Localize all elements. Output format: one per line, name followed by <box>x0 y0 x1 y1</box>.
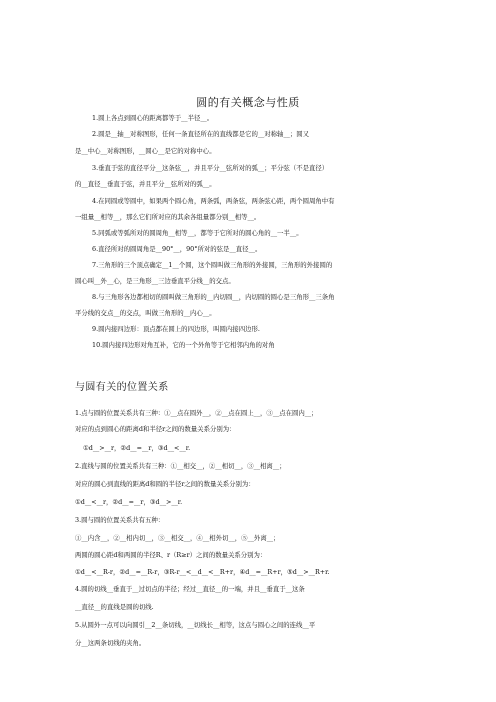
text-line: 4.在同圆或等圆中，如果两个圆心角，两条弧，两条弦，两条弦心距，两个圆周角中有 <box>92 197 335 205</box>
text-line: 8.与三角形各边都相切的圆叫做三角形的__内切圆__，内切圆的圆心是三角形__三条角 <box>92 293 335 301</box>
text-line: 对应的点到圆心的距离d和半径r之间的数量关系分别为： <box>75 425 236 433</box>
text-line: 10.圆内接四边形对角互补，它的一个外角等于它相邻内角的对角 <box>92 341 275 349</box>
text-line: 5.从圆外一点可以向圆引__2__条切线，__切线长__相等，这点与圆心之间的连线__平 <box>75 621 316 629</box>
text-line: 9.圆内接四边形：顶点都在圆上的四边形，叫圆内接四边形. <box>92 325 260 333</box>
text-line: 两圆的圆心距d和两圆的半径R、r（R≥r）之间的数量关系分别为： <box>75 551 267 559</box>
text-line: 对应的圆心到直线的距离d和圆的半径r之间的数量关系分别为： <box>75 480 255 488</box>
text-line: 7.三角形的三个顶点确定__1__个圆，这个圆叫做三角形的外接圆，三角形的外接圆的 <box>92 261 333 269</box>
text-line: 平分线的交点__的交点，叫做三角形的__内心__。 <box>75 309 216 317</box>
text-line: 6.直径所对的圆周角是__90°__，90°所对的弦是__直径__。 <box>92 245 262 253</box>
text-line: 一组量__相等__，那么它们所对应的其余各组量都分别__相等__。 <box>75 213 261 221</box>
text-line: ①d__<__r，②d__=__r，③d__>__r. <box>75 498 183 506</box>
text-line: __直径__的直线是圆的切线. <box>75 603 154 611</box>
text-line: ①__内含__，②__相内切__，③__相交__，④__相外切__，⑤__外离__； <box>75 534 280 542</box>
text-line: 3.圆与圆的位置关系共有五种： <box>75 516 165 524</box>
text-line: 1.点与圆的位置关系共有三种：①__点在圆外__，②__点在圆上__，③__点在圆内__； <box>75 409 318 417</box>
text-line: 2.直线与圆的位置关系共有三种：①__相交__，②__相切__，③__相离__； <box>75 462 286 470</box>
text-line: 圆心叫__外__心，是三角形__三边垂直平分线__的交点。 <box>75 277 235 285</box>
section-title: 与圆有关的位置关系 <box>75 382 169 393</box>
text-line: 分__这两条切线的夹角。 <box>75 639 146 647</box>
text-line: 3.垂直于弦的直径平分__这条弦__，并且平分__弦所对的弧__；平分弦（不是直径） <box>92 164 329 172</box>
text-line: 4.圆的切线__垂直于__过切点的半径；经过__直径__的一端，并且__垂直于__这条 <box>75 585 305 593</box>
text-line: 的__直径__垂直于弦，并且平分__弦所对的弧__。 <box>75 180 216 188</box>
text-line: ①d__>__r，②d__=__r，③d__<__r. <box>83 444 191 452</box>
text-line: ①d__<__R-r，②d__=__R-r，③R-r__<__d__<__R+r，④d__=__R+r，⑤d__>__R+r. <box>75 568 330 576</box>
text-line: 是__中心__对称图形，__圆心__是它的对称中心。 <box>75 147 216 155</box>
text-line: 2.圆是__轴__对称图形，任何一条直径所在的直线都是它的__对称轴__；圆又 <box>92 130 309 138</box>
text-line: 1.圆上各点到圆心的距离都等于__半径__。 <box>92 114 214 122</box>
text-line: 5.同弧或等弧所对的圆周角__相等__，都等于它所对的圆心角的__一半__。 <box>92 229 303 237</box>
page-title: 圆的有关概念与性质 <box>196 96 300 109</box>
